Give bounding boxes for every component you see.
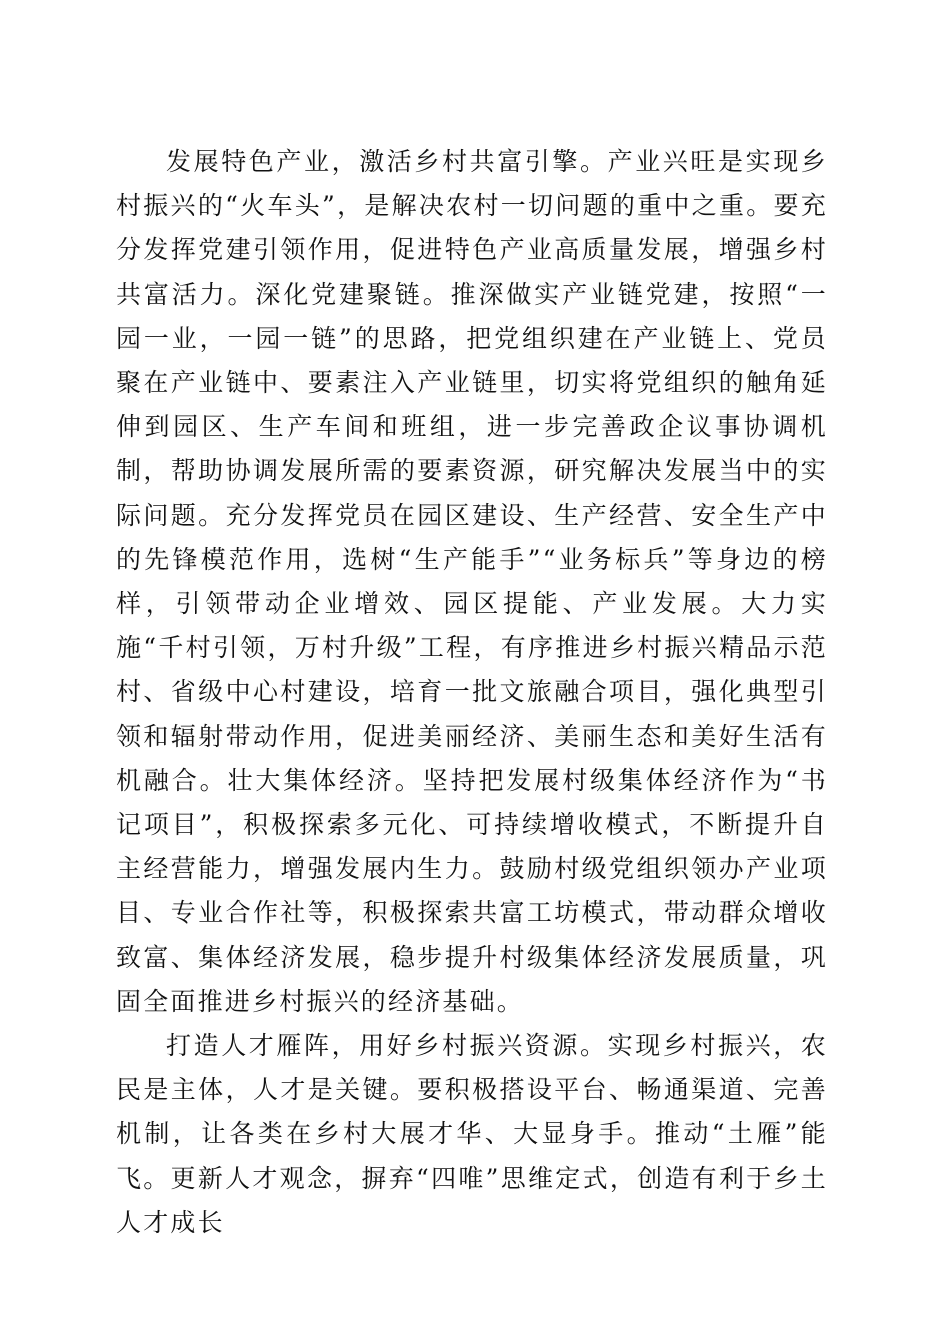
document-body	[116, 140, 828, 1245]
paragraph-talent: 打造人才雁阵，用好乡村振兴资源。实现乡村振兴，农民是主体，人才是关键。要积极搭设平台、畅通渠道、完善机制，让各类在乡村大展才华、大显身手。推动“土雁”能飞。更新人才观念，摒弃“四唯”思维定式，创造有利于乡土人才成长	[116, 1031, 828, 1237]
paragraph-industry: 发展特色产业，激活乡村共富引擎。产业兴旺是实现乡村振兴的“火车头”，是解决农村一切问题的重中之重。要充分发挥党建引领作用，促进特色产业高质量发展，增强乡村共富活力。深化党建聚链。推深做实产业链党建，按照“一园一业，一园一链”的思路，把党组织建在产业链上、党员聚在产业链中、要素注入产业链里，切实将党组织的触角延伸到园区、生产车间和班组，进一步完善政企议事协调机制，帮助协调发展所需的要素资源，研究解决发展当中的实际问题。充分发挥党员在园区建设、生产经营、安全生产中的先锋模范作用，选树“生产能手”“业务标兵”等身边的榜样，引领带动企业增效、园区提能、产业发展。大力实施“千村引领，万村升级”工程，有序推进乡村振兴精品示范村、省级中心村建设，培育一批文旅融合项目，强化典型引领和辐射带动作用，促进美丽经济、美丽生态和美好生活有机融合。壮大集体经济。坚持把发展村级集体经济作为“书记项目”，积极探索多元化、可持续增收模式，不断提升自主经营能力，增强发展内生力。鼓励村级党组织领办产业项目、专业合作社等，积极探索共富工坊模式，带动群众增收致富、集体经济发展，稳步提升村级集体经济发展质量，巩固全面推进乡村振兴的经济基础。	[116, 147, 828, 1016]
